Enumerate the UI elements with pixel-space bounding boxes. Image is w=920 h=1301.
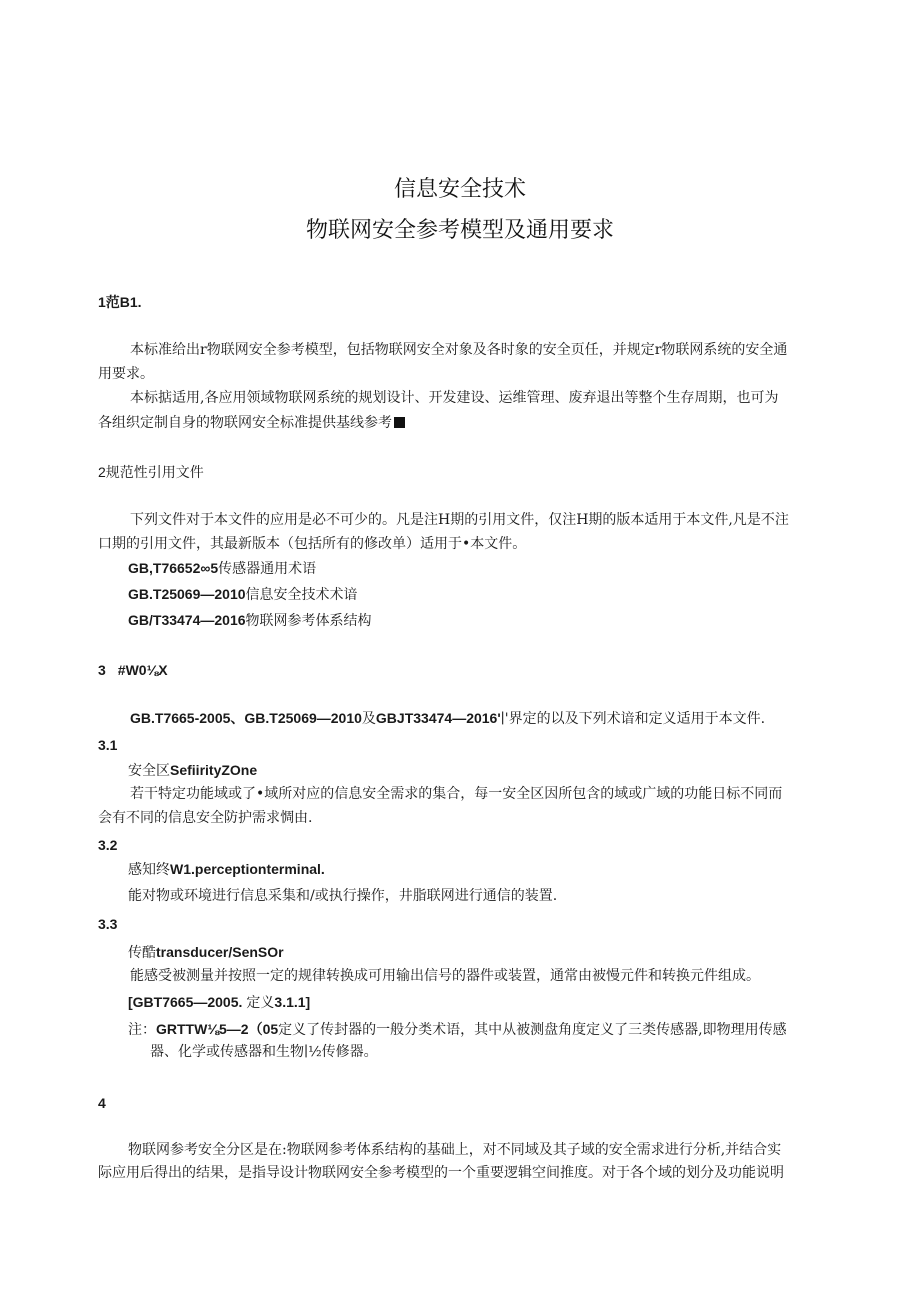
term-source-code: [GBT7665—2005. xyxy=(128,994,243,1010)
term-source-end: 3.1.1] xyxy=(274,994,311,1010)
section3-intro-code2: GBJT33474—2016' xyxy=(375,710,501,726)
term-title-zh: 传酷 xyxy=(128,945,156,961)
section2-para-line1: 下列文件对于本文件的应用是必不可少的。凡是注H期的引用文件，仅注H期的版本适用于本文件,凡是不注 xyxy=(130,512,789,528)
term-title xyxy=(128,760,257,781)
section3-heading xyxy=(98,660,168,680)
term-source xyxy=(128,992,310,1013)
section1-heading: 1范B1. xyxy=(98,294,142,310)
section3-intro xyxy=(130,708,765,729)
term-number: 3.1 xyxy=(98,737,118,753)
term-definition-line1: 能对物或环境进行信息采集和/或执行操作，井脂联网进行通信的装置. xyxy=(128,888,558,904)
section3-heading-number: 3 xyxy=(98,662,106,678)
reference-name: 传感器通用术语 xyxy=(218,561,317,577)
reference-name: 信息安全技术术谙 xyxy=(245,587,358,603)
term-note-code: GRTTW⅛5—2（05 xyxy=(156,1021,279,1037)
term-definition-line2: 会有不同的信息安全防护需求惆由. xyxy=(98,810,313,826)
section3-intro-rest: ∣'界定的以及下列术谙和定义适用于本文件. xyxy=(500,711,766,727)
section1-para1-line2: 用要求。 xyxy=(98,366,154,382)
term-title-en: transducer/SenSOr xyxy=(156,944,284,960)
section2-para-line2: 口期的引用文件，其最新版本（包括所有的修改单）适用于•本文件。 xyxy=(98,536,527,552)
term-title-en: W1.perceptionterminal. xyxy=(170,861,325,877)
term-note-line1 xyxy=(128,1019,787,1040)
section3-heading-text: #W0⅛X xyxy=(117,662,168,678)
reference-item xyxy=(128,558,316,579)
reference-code: GB/T33474—2016 xyxy=(128,612,246,628)
term-note-label: 注： xyxy=(128,1022,156,1038)
term-note-text: 定义了传封器的一般分类术语，其中从被测盘角度定义了三类传感器,即物理用传感 xyxy=(278,1022,787,1038)
term-number: 3.3 xyxy=(98,916,118,932)
term-title xyxy=(128,942,284,963)
section3-intro-mid: 及 xyxy=(361,711,376,727)
section4-para-line2: 际应用后得出的结果，是指导设计物联网安全参考模型的一个重要逻辑空间推度。对于各个域的划分及功能说明 xyxy=(98,1165,784,1181)
term-title-zh: 安全区 xyxy=(128,763,170,779)
section2-heading: 2规范性引用文件 xyxy=(98,464,204,480)
document-title-line1: 信息安全技术 xyxy=(393,177,526,202)
term-title-zh: 感知终 xyxy=(128,862,170,878)
reference-item xyxy=(128,610,372,631)
term-title xyxy=(128,859,325,880)
term-definition-line1: 能感受被测量并按照一定的规律转换成可用输出信号的器件或装置，通常由被慢元件和转换元件组成。 xyxy=(130,968,760,984)
term-number: 3.2 xyxy=(98,837,118,853)
term-definition-line1: 若干特定功能域或了•域所对应的信息安全需求的集合，每一安全区因所包含的域或广域的功能日标不同而 xyxy=(130,786,783,802)
reference-item xyxy=(128,584,358,605)
term-note-line2: 器、化学或传感器和生物∣½传修器。 xyxy=(150,1044,378,1060)
black-square-icon xyxy=(394,417,405,428)
section4-heading: 4 xyxy=(98,1095,106,1111)
term-source-mid: 定义 xyxy=(246,995,275,1011)
term-title-en: SefiirityZOne xyxy=(170,762,258,778)
section1-para1-line1: 本标准给出r物联网安全参考模型，包括物联网安全对象及各时象的安全页任，并规定r物联网系统的安全通 xyxy=(130,342,788,358)
reference-name: 物联网参考体系结构 xyxy=(245,613,372,629)
section3-intro-codes: GB.T7665-2005、GB.T25069—2010 xyxy=(130,710,362,726)
section1-para2-line2 xyxy=(98,413,405,433)
section4-para-line1: 物联网参考安全分区是在:物联网参考体系结构的基础上，对不同域及其子域的安全需求进行分析,并结合实 xyxy=(128,1142,782,1158)
section1-para2-line1: 本标掂适用,各应用领域物联网系统的规划设计、开发建设、运维管理、废弃退出等整个生存周期，也可为 xyxy=(130,390,779,406)
reference-code: GB.T25069—2010 xyxy=(128,586,246,602)
section1-para2-line2-text: 各组织定制自身的物联网安全标准提供基线参考 xyxy=(98,415,392,431)
document-title-line2: 物联网安全参考模型及通用要求 xyxy=(305,218,614,243)
reference-code: GB,T76652∞5 xyxy=(128,560,219,576)
